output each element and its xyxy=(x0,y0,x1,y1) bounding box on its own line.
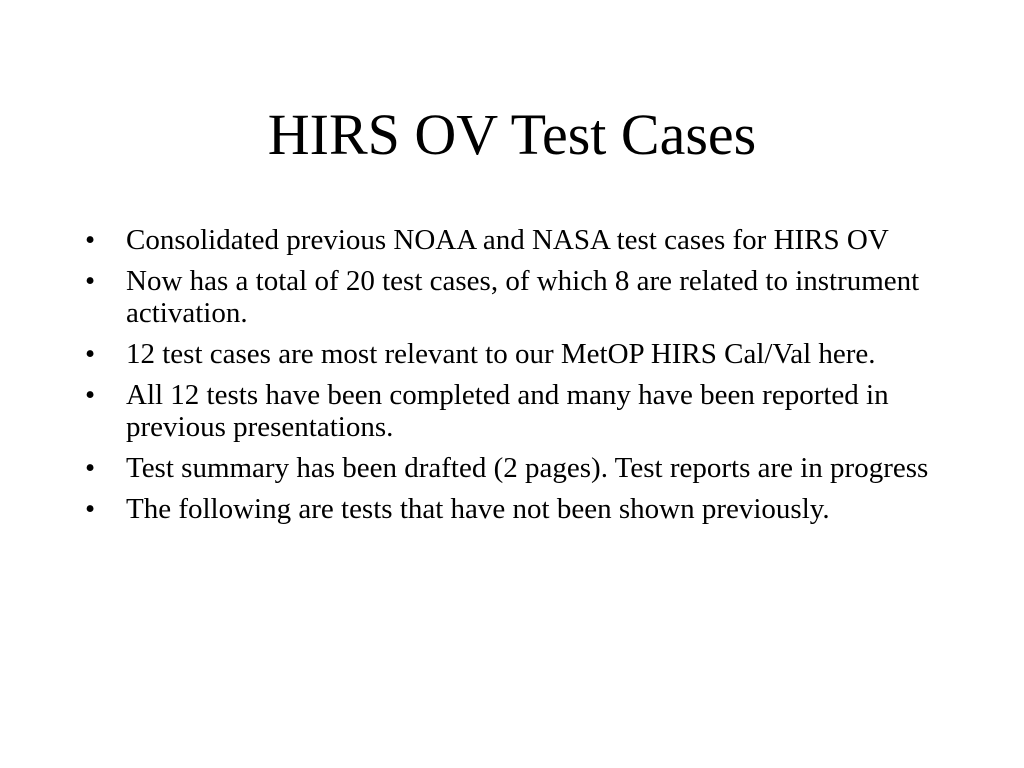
bullet-item xyxy=(85,379,945,443)
bullet-item xyxy=(85,338,945,370)
bullet-text: 12 test cases are most relevant to our MetOP HIRS Cal/Val here. xyxy=(126,338,876,370)
bullet-item xyxy=(85,452,945,484)
bullet-text: The following are tests that have not been shown previously. xyxy=(126,493,830,525)
bullet-text: All 12 tests have been completed and many have been reported in previous presentations. xyxy=(126,379,889,443)
bullet-icon: • xyxy=(85,493,96,525)
bullet-list xyxy=(85,224,945,534)
bullet-icon: • xyxy=(85,338,96,370)
bullet-icon: • xyxy=(85,379,96,411)
slide-title: HIRS OV Test Cases xyxy=(267,102,757,167)
bullet-icon: • xyxy=(85,224,96,256)
bullet-text: Now has a total of 20 test cases, of which 8 are related to instrument activation. xyxy=(126,265,920,329)
bullet-icon: • xyxy=(85,265,96,297)
bullet-item xyxy=(85,224,945,256)
bullet-text: Consolidated previous NOAA and NASA test cases for HIRS OV xyxy=(126,224,889,256)
bullet-item xyxy=(85,493,945,525)
bullet-text: Test summary has been drafted (2 pages). Test reports are in progress xyxy=(126,452,929,484)
bullet-item xyxy=(85,265,945,329)
bullet-icon: • xyxy=(85,452,96,484)
